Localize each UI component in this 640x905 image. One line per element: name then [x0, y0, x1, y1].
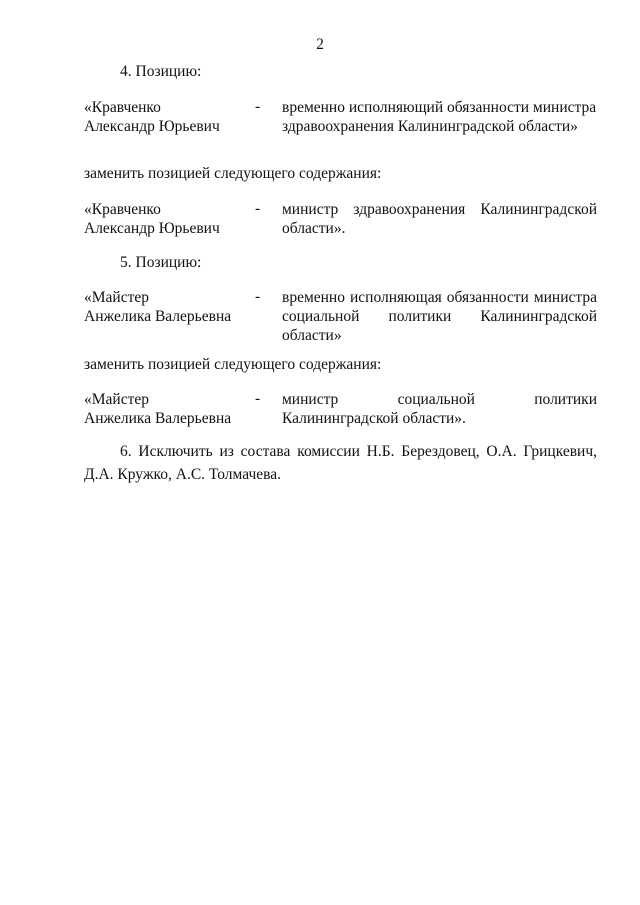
position-title [282, 390, 597, 428]
name-line: «Кравченко [84, 201, 161, 218]
name-line: «Майстер [84, 289, 149, 306]
position-title [282, 288, 597, 345]
item4-heading: 4. Позицию: [120, 63, 202, 80]
item6-paragraph [84, 440, 597, 486]
dash: - [255, 200, 261, 217]
dash: - [255, 390, 261, 407]
item4-replace-text: заменить позицией следующего содержания: [84, 165, 382, 182]
role-line: Калининградской области». [282, 410, 466, 427]
paragraph-line: 6. Исключить из состава комиссии Н.Б. Берездовец, О.А. Грицкевич, [120, 443, 597, 460]
name-line: Анжелика Валерьевна [84, 410, 232, 427]
role-line: социальной политики Калининградской [282, 308, 597, 325]
dash: - [255, 98, 261, 115]
page-number: 2 [316, 36, 324, 53]
position-title [282, 98, 597, 136]
role-line: области» [282, 327, 342, 344]
item5-heading: 5. Позицию: [120, 254, 202, 271]
role-line: временно исполняющая обязанности министра [282, 289, 597, 306]
name-line: Анжелика Валерьевна [84, 308, 232, 325]
role-line: области». [282, 220, 346, 237]
role-line: временно исполняющий обязанности министра [282, 99, 597, 116]
name-line: Александр Юрьевич [84, 220, 220, 237]
person-name [84, 390, 254, 428]
person-name [84, 200, 254, 238]
role-line: здравоохранения Калининградской области» [282, 118, 578, 135]
person-name [84, 98, 254, 136]
paragraph-line: Д.А. Кружко, А.С. Толмачева. [84, 466, 282, 483]
role-line: министр здравоохранения Калининградской [282, 201, 597, 218]
dash: - [255, 288, 261, 305]
name-line: Александр Юрьевич [84, 118, 220, 135]
person-name [84, 288, 254, 326]
position-title [282, 200, 597, 238]
item5-replace-text: заменить позицией следующего содержания: [84, 356, 382, 373]
name-line: «Майстер [84, 391, 149, 408]
role-line: министр социальной политики [282, 391, 597, 408]
name-line: «Кравченко [84, 99, 161, 116]
